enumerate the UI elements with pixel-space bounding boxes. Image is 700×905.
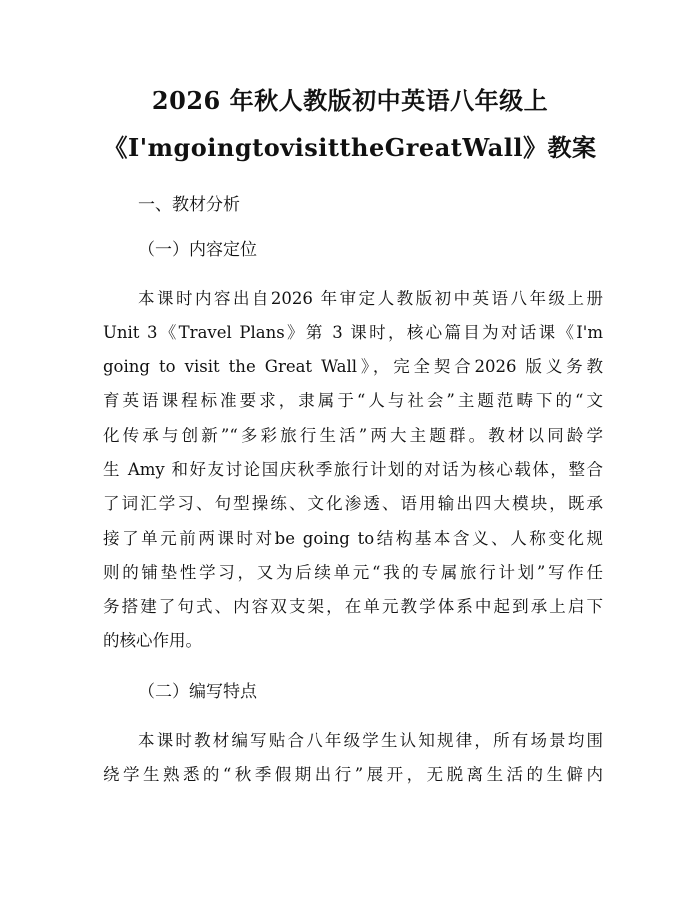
paragraph-line: 育英语课程标准要求，隶属于“人与社会”主题范畴下的“文	[103, 391, 603, 410]
sub-heading-content-positioning: （一）内容定位	[138, 240, 257, 260]
section-heading: 一、教材分析	[138, 195, 240, 215]
paragraph-line: 生 Amy 和好友讨论国庆秋季旅行计划的对话为核心载体，整合	[103, 460, 603, 479]
paragraph-line: 则的铺垫性学习，又为后续单元“我的专属旅行计划”写作任	[103, 563, 603, 582]
paragraph-line: 接了单元前两课时对be going to结构基本含义、人称变化规	[103, 529, 603, 548]
sub-heading-writing-features: （二）编写特点	[138, 682, 257, 702]
paragraph-line: going to visit the Great Wall》，完全契合2026 版义务教	[103, 357, 603, 376]
paragraph-line: 绕学生熟悉的“秋季假期出行”展开，无脱离生活的生僻内	[103, 765, 603, 784]
paragraph-line: 务搭建了句式、内容双支架，在单元教学体系中起到承上启下	[103, 597, 603, 616]
paragraph-line: 化传承与创新”“多彩旅行生活”两大主题群。教材以同龄学	[103, 426, 603, 445]
document-title-line-2: 《I'mgoingtovisittheGreatWall》教案	[103, 133, 597, 162]
paragraph-line: 本课时内容出自2026 年审定人教版初中英语八年级上册	[138, 289, 603, 308]
paragraph-line: 的核心作用。	[103, 631, 202, 650]
paragraph-line: 了词汇学习、句型操练、文化渗透、语用输出四大模块，既承	[103, 494, 603, 513]
paragraph-line: Unit 3《Travel Plans》第 3 课时，核心篇目为对话课《I'm	[103, 323, 603, 342]
paragraph-line: 本课时教材编写贴合八年级学生认知规律，所有场景均围	[138, 731, 603, 750]
document-title-line-1: 2026 年秋人教版初中英语八年级上	[151, 86, 549, 115]
